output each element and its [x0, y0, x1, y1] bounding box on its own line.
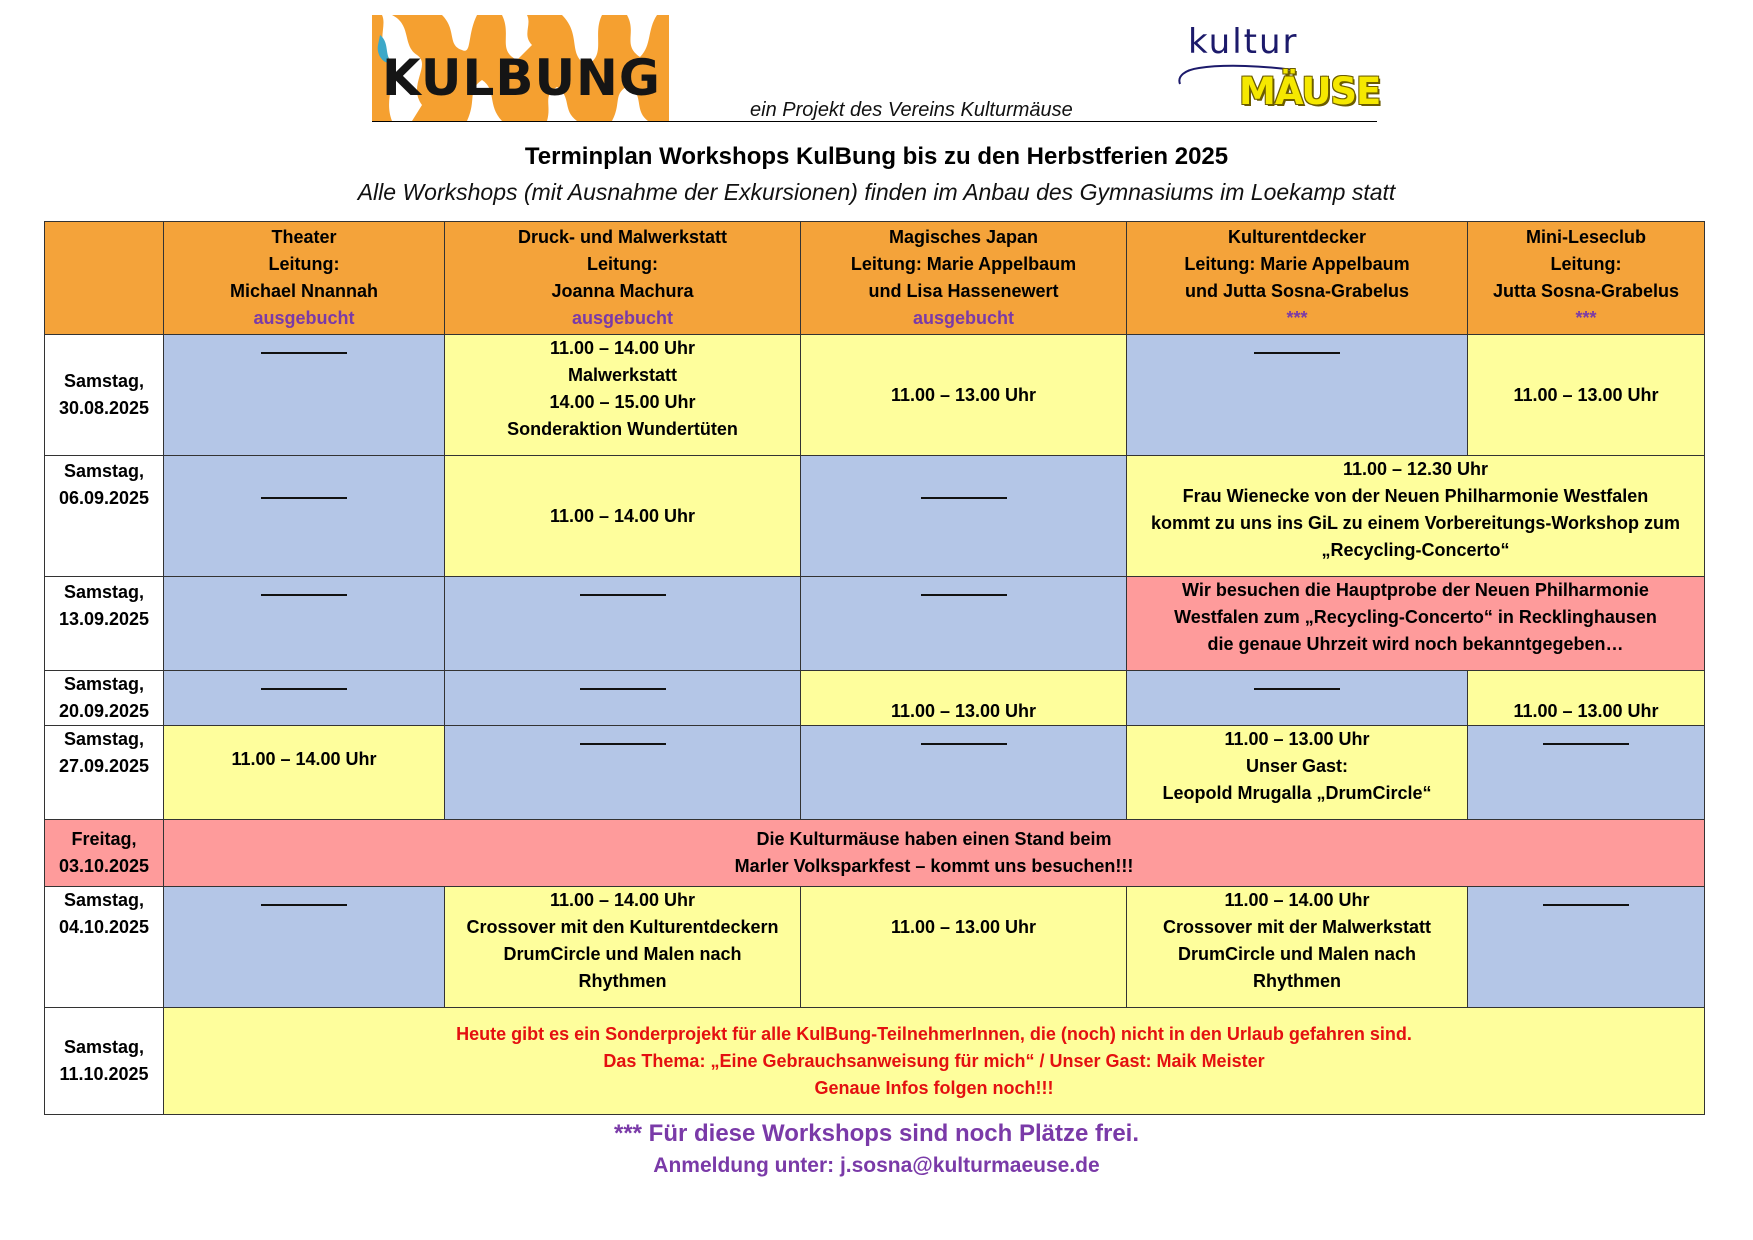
status-badge: ausgebucht	[253, 308, 355, 328]
table-cell	[164, 577, 445, 671]
table-cell: 11.00 – 13.00 Uhr	[1468, 335, 1705, 456]
empty-slot-line	[580, 726, 666, 745]
kulturmaeuse-logo-top: kultur	[1188, 22, 1299, 62]
column-header-druck-malwerkstatt: Druck- und Malwerkstatt Leitung: Joanna Machura ausgebucht	[445, 222, 801, 335]
kulturmaeuse-logo-bottom: MÄUSE	[1239, 70, 1381, 113]
corner-cell	[45, 222, 164, 335]
column-header-theater: Theater Leitung: Michael Nnannah ausgebucht	[164, 222, 445, 335]
page-title: Terminplan Workshops KulBung bis zu den Herbstferien 2025	[524, 143, 1229, 170]
table-cell	[164, 456, 445, 577]
empty-slot-line	[921, 726, 1007, 745]
table-cell: 11.00 – 13.00 Uhr	[1468, 671, 1705, 726]
table-cell	[445, 726, 801, 820]
empty-slot-line	[921, 577, 1007, 596]
kulbung-logo	[372, 15, 669, 121]
page-subtitle: Alle Workshops (mit Ausnahme der Exkursionen) finden im Anbau des Gymnasiums im Loekamp statt	[357, 179, 1396, 205]
table-cell: 11.00 – 14.00 Uhr	[164, 726, 445, 820]
empty-slot-line	[580, 671, 666, 690]
table-cell	[801, 726, 1127, 820]
header-row	[45, 222, 1705, 335]
table-cell-merged: 11.00 – 12.30 Uhr Frau Wienecke von der Neuen Philharmonie Westfalen kommt zu uns ins GiL zu einem Vorbereitungs-Workshop zum „Recycling-Concerto“	[1127, 456, 1705, 577]
date-cell: Samstag, 30.08.2025	[45, 335, 164, 456]
table-cell: 11.00 – 13.00 Uhr	[801, 335, 1127, 456]
empty-slot-line	[1254, 671, 1340, 690]
table-cell	[164, 335, 445, 456]
table-cell	[1127, 671, 1468, 726]
footer-availability-note: *** Für diese Workshops sind noch Plätze frei.	[613, 1120, 1139, 1147]
date-cell: Samstag, 13.09.2025	[45, 577, 164, 671]
empty-slot-line	[261, 480, 347, 499]
date-cell: Samstag, 20.09.2025	[45, 671, 164, 726]
table-cell: 11.00 – 13.00 Uhr	[801, 887, 1127, 1008]
table-row	[45, 820, 1705, 887]
empty-slot-line	[261, 671, 347, 690]
table-cell: 11.00 – 14.00 Uhr	[445, 456, 801, 577]
column-header-mini-leseclub: Mini-Leseclub Leitung: Jutta Sosna-Grabelus ***	[1468, 222, 1705, 335]
date-cell: Samstag, 27.09.2025	[45, 726, 164, 820]
empty-slot-line	[1254, 335, 1340, 354]
table-cell-merged: Heute gibt es ein Sonderprojekt für alle KulBung-TeilnehmerInnen, die (noch) nicht in den Urlaub gefahren sind. Das Thema: „Eine Gebrauchsanweisung für mich“ / Unser Gast: Maik Meister Genaue Infos folgen noch!!!	[164, 1008, 1705, 1115]
table-row	[45, 671, 1705, 726]
table-row	[45, 335, 1705, 456]
status-badge: ***	[1575, 308, 1597, 328]
kulbung-logo-text: KULBUNG	[382, 49, 661, 107]
table-cell: 11.00 – 13.00 Uhr	[801, 671, 1127, 726]
table-cell	[445, 577, 801, 671]
table-cell	[801, 456, 1127, 577]
table-cell	[1127, 335, 1468, 456]
empty-slot-line	[261, 335, 347, 354]
table-row	[45, 456, 1705, 577]
table-cell-merged: Die Kulturmäuse haben einen Stand beim Marler Volksparkfest – kommt uns besuchen!!!	[164, 820, 1705, 887]
schedule-table	[44, 221, 1705, 1115]
column-header-magisches-japan: Magisches Japan Leitung: Marie Appelbaum und Lisa Hassenewert ausgebucht	[801, 222, 1127, 335]
table-cell	[1468, 887, 1705, 1008]
table-cell: 11.00 – 14.00 Uhr Crossover mit der Malwerkstatt DrumCircle und Malen nach Rhythmen	[1127, 887, 1468, 1008]
table-cell	[164, 671, 445, 726]
table-cell	[1468, 726, 1705, 820]
table-cell-merged: Wir besuchen die Hauptprobe der Neuen Philharmonie Westfalen zum „Recycling-Concerto“ in Recklinghausen die genaue Uhrzeit wird noch bekanntgegeben…	[1127, 577, 1705, 671]
kulturmaeuse-logo	[1175, 22, 1385, 122]
table-cell	[445, 671, 801, 726]
empty-slot-line	[1543, 887, 1629, 906]
table-row	[45, 726, 1705, 820]
empty-slot-line	[1543, 726, 1629, 745]
status-badge: ausgebucht	[912, 308, 1014, 328]
table-cell	[164, 887, 445, 1008]
status-badge: ausgebucht	[571, 308, 673, 328]
table-cell: 11.00 – 14.00 Uhr Crossover mit den Kulturentdeckern DrumCircle und Malen nach Rhythmen	[445, 887, 801, 1008]
date-cell: Samstag, 04.10.2025	[45, 887, 164, 1008]
empty-slot-line	[261, 577, 347, 596]
footer-registration-contact: Anmeldung unter: j.sosna@kulturmaeuse.de	[653, 1154, 1100, 1177]
date-cell: Samstag, 06.09.2025	[45, 456, 164, 577]
empty-slot-line	[921, 480, 1007, 499]
table-cell: 11.00 – 13.00 Uhr Unser Gast: Leopold Mrugalla „DrumCircle“	[1127, 726, 1468, 820]
empty-slot-line	[261, 887, 347, 906]
date-cell: Freitag, 03.10.2025	[45, 820, 164, 887]
table-row	[45, 577, 1705, 671]
table-cell	[801, 577, 1127, 671]
project-line: ein Projekt des Vereins Kulturmäuse	[750, 99, 1073, 121]
status-badge: ***	[1286, 308, 1308, 328]
table-row	[45, 887, 1705, 1008]
empty-slot-line	[580, 577, 666, 596]
table-cell: 11.00 – 14.00 Uhr Malwerkstatt 14.00 – 15.00 Uhr Sonderaktion Wundertüten	[445, 335, 801, 456]
table-row	[45, 1008, 1705, 1115]
date-cell: Samstag, 11.10.2025	[45, 1008, 164, 1115]
column-header-kulturentdecker: Kulturentdecker Leitung: Marie Appelbaum und Jutta Sosna-Grabelus ***	[1127, 222, 1468, 335]
